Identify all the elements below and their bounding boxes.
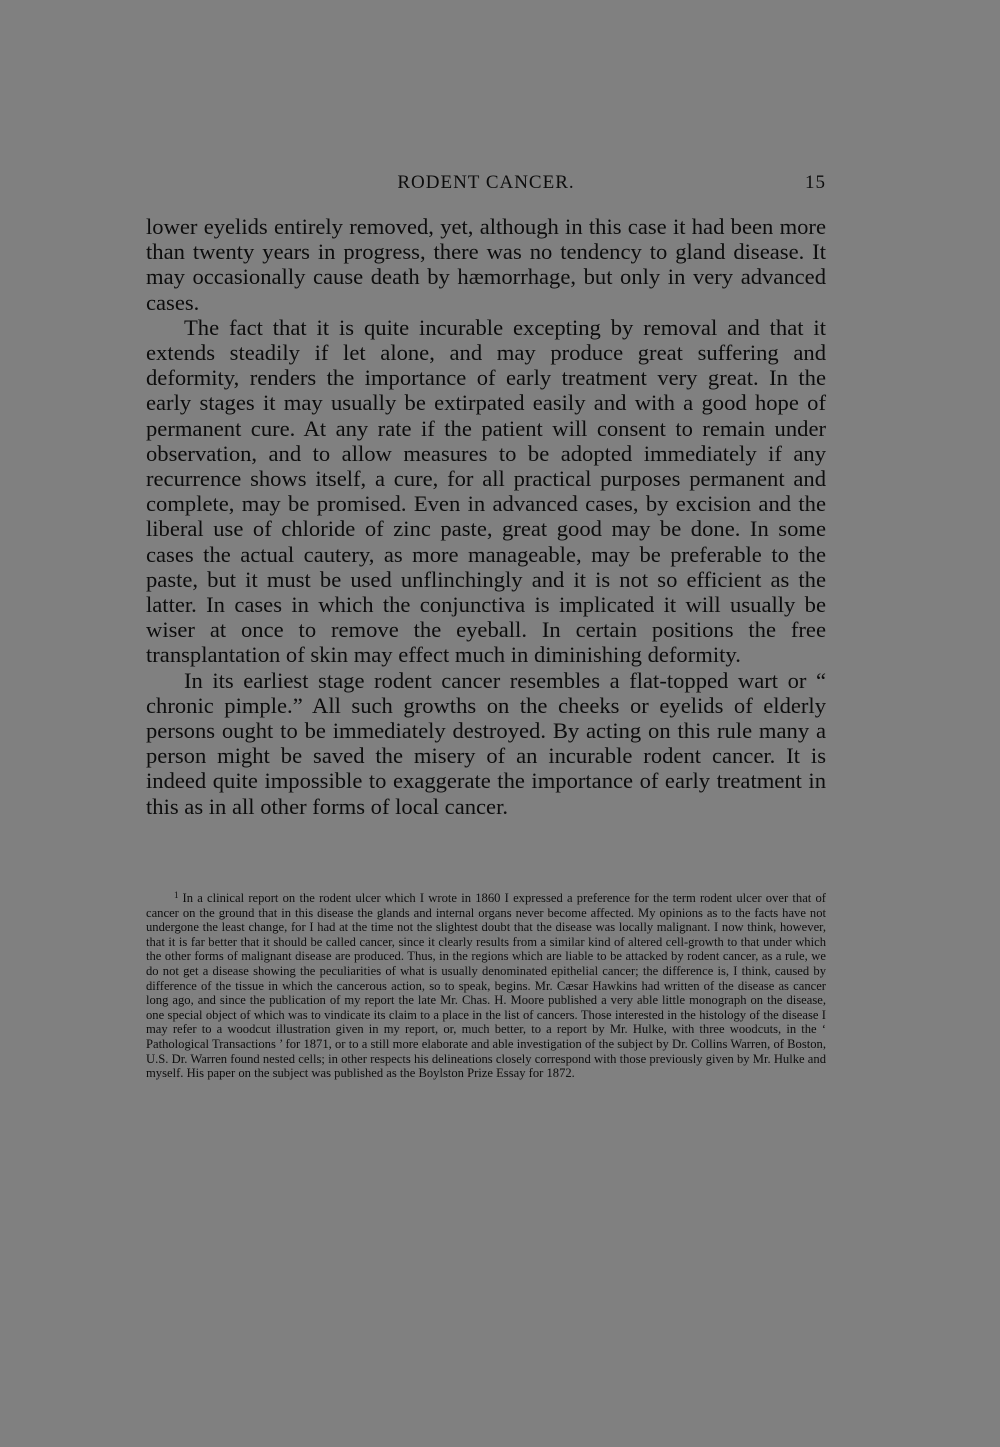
running-head xyxy=(146,172,826,200)
footnote-marker: 1 xyxy=(174,890,179,900)
page-number: 15 xyxy=(805,172,826,193)
paragraph-continued: lower eyelids entirely removed, yet, although in this case it had been more than twenty years in progress, there was no tendency to gland disease. It may occasionally cause death by hæmorrhage, but only in very advanced cases. xyxy=(146,214,826,315)
paragraph-treatment: The fact that it is quite incurable excepting by removal and that it extends steadily if let alone, and may produce great suffering and deformity, renders the importance of early treatment very great. In the early stages it may usually be extirpated easily and with a good hope of permanent cure. At any rate if the patient will consent to remain under observation, and to allow measures to be adopted immediately if any recurrence shows itself, a cure, for all practical purposes permanent and complete, may be promised. Even in advanced cases, by excision and the liberal use of chloride of zinc paste, great good may be done. In some cases the actual cautery, as more manageable, may be preferable to the paste, but it must be used unflinchingly and it is not so efficient as the latter. In cases in which the conjunctiva is implicated it will usually be wiser at once to remove the eyeball. In certain positions the free transplantation of skin may effect much in diminishing deformity. xyxy=(146,314,826,668)
running-title: RODENT CANCER. xyxy=(397,172,575,193)
footnote-text: In a clinical report on the rodent ulcer which I wrote in 1860 I expressed a preference for the term rodent ulcer over that of cancer on the ground that in this disease the glands and internal organs never become affected. My opinions as to the facts have not undergone the least change, for I had at the time not the slightest doubt that the disease was locally malignant. I now think, however, that it is far better that it should be called cancer, since it clearly results from a similar kind of altered cell-growth to that under which the other forms of malignant disease are produced. Thus, in the regions which are liable to be attacked by rodent cancer, as a rule, we do not get a disease showing the peculiarities of what is usually denominated epithelial cancer; the difference is, I think, caused by difference of the tissue in which the cancerous action, so to speak, begins. Mr. Cæsar Hawkins had written of the disease as cancer long ago, and since the publication of my report the late Mr. Chas. H. Moore published a very able little monograph on the disease, one special object of which was to vindicate its claim to a place in the list of cancers. Those interested in the histology of the disease I may refer to a woodcut illustration given in my report, or, much better, to a report by Mr. Hulke, with three woodcuts, in the ‘ Pathological Transactions ’ for 1871, or to a still more elaborate and able investigation of the subject by Dr. Collins Warren, of Boston, U.S. Dr. Warren found nested cells; in other respects his delineations closely correspond with those previously given by Mr. Hulke and myself. His paper on the subject was published as the Boylston Prize Essay for 1872. xyxy=(146,891,826,1081)
paragraph-early-stage: In its earliest stage rodent cancer resembles a flat-topped wart or “ chronic pimple.” All such growths on the cheeks or eyelids of elderly persons ought to be immediately destroyed. By acting on this rule many a person might be saved the misery of an incurable rodent cancer. It is indeed quite impossible to exaggerate the importance of early treatment in this as in all other forms of local cancer. xyxy=(146,667,826,819)
body-text xyxy=(146,214,826,819)
footnote xyxy=(146,888,826,1081)
